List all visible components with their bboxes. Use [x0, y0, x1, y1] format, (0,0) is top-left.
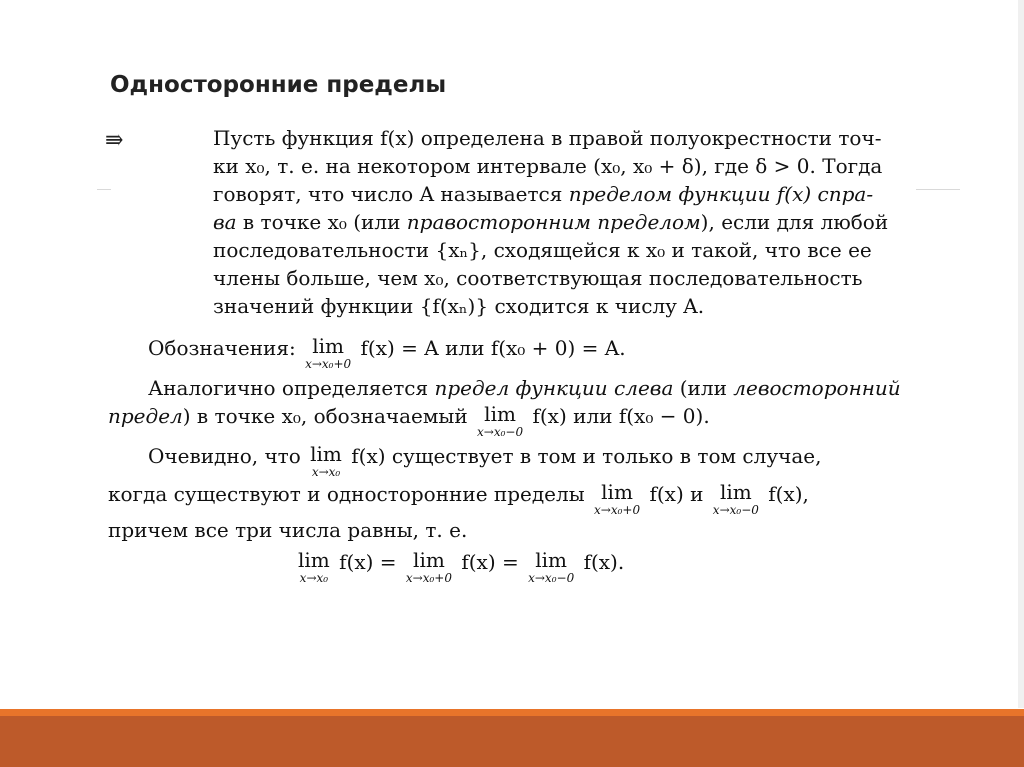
lim-word: lim [601, 480, 633, 504]
limit-expression [477, 404, 523, 438]
limit-expression [310, 444, 342, 478]
definition-line-7: значений функции {f(xₙ)} сходится к числу A. [213, 294, 705, 318]
scanned-page [100, 60, 920, 660]
footer-bar [0, 716, 1024, 767]
definition-line-4 [213, 210, 888, 234]
definition-text: ), если для любой [700, 210, 889, 234]
lim-subscript: x→x₀ [311, 465, 341, 479]
equation-part: f(x). [583, 550, 625, 574]
lim-subscript: x→x₀−0 [477, 425, 524, 439]
obvious-text: когда существуют и односторонние пределы [108, 482, 585, 506]
limit-expression [406, 550, 452, 584]
term-right-limit: пределом функции f(x) спра- [568, 182, 874, 206]
left-limit-text: f(x) или f(x₀ − 0). [532, 404, 710, 428]
notation-label: Обозначения: [148, 336, 296, 360]
term-left-sided: левосторонний [733, 376, 901, 400]
limit-expression [594, 482, 640, 516]
left-limit-line-2 [108, 404, 710, 438]
definition-line-2: ки x₀, т. е. на некотором интервале (x₀, x₀ + δ), где δ > 0. Тогда [213, 154, 883, 178]
limit-equation [295, 550, 624, 584]
lim-word: lim [310, 442, 342, 466]
lim-subscript: x→x₀+0 [594, 503, 641, 517]
section-title: Односторонние пределы [110, 72, 447, 98]
obvious-line-1 [148, 444, 821, 478]
obvious-text: f(x), [768, 482, 809, 506]
limit-expression [528, 550, 574, 584]
definition-text: в точке x₀ (или [236, 210, 407, 234]
obvious-line-2 [108, 482, 809, 516]
obvious-text: Очевидно, что [148, 444, 301, 468]
lim-word: lim [413, 548, 445, 572]
footer-accent-bar [0, 709, 1024, 716]
definition-line-6: члены больше, чем x₀, соответствующая последовательность [213, 266, 863, 290]
triple-arrow-icon: ⇛ [105, 128, 124, 153]
definition-text: говорят, что число A называется [213, 182, 569, 206]
left-limit-text: Аналогично определяется [148, 376, 435, 400]
equation-part: f(x) = [461, 550, 519, 574]
definition-line-5: последовательности {xₙ}, сходящейся к x₀ и такой, что все ее [213, 238, 872, 262]
lim-subscript: x→x₀ [299, 571, 329, 585]
left-limit-text: (или [673, 376, 734, 400]
limit-expression [713, 482, 759, 516]
definition-line-3 [213, 182, 873, 206]
lim-word: lim [535, 548, 568, 572]
right-rule [916, 189, 960, 190]
term-right-sided-limit: правосторонним пределом [406, 210, 701, 234]
definition-line-1: Пусть функция f(x) определена в правой полуокрестности точ- [213, 126, 882, 150]
term-left-limit: предел функции слева [434, 376, 674, 400]
lim-subscript: x→x₀−0 [528, 571, 575, 585]
notation-line [148, 336, 626, 370]
lim-subscript: x→x₀+0 [305, 357, 352, 371]
lim-word: lim [719, 480, 752, 504]
equation-part: f(x) = [339, 550, 397, 574]
lim-word: lim [312, 334, 344, 358]
lim-word: lim [484, 402, 516, 426]
obvious-text: f(x) существует в том и только в том случае, [351, 444, 822, 468]
left-limit-line-1 [148, 376, 901, 400]
obvious-text: f(x) и [649, 482, 704, 506]
obvious-line-3: причем все три числа равны, т. е. [108, 518, 468, 542]
notation-rest: f(x) = A или f(x₀ + 0) = A. [360, 336, 626, 360]
limit-expression [305, 336, 351, 370]
lim-subscript: x→x₀−0 [712, 503, 759, 517]
term-right-limit-end: ва [213, 210, 237, 234]
term-limit: предел [108, 404, 183, 428]
lim-subscript: x→x₀+0 [405, 571, 452, 585]
left-limit-text: ) в точке x₀, обозначаемый [182, 404, 468, 428]
lim-word: lim [298, 548, 330, 572]
limit-expression [298, 550, 330, 584]
